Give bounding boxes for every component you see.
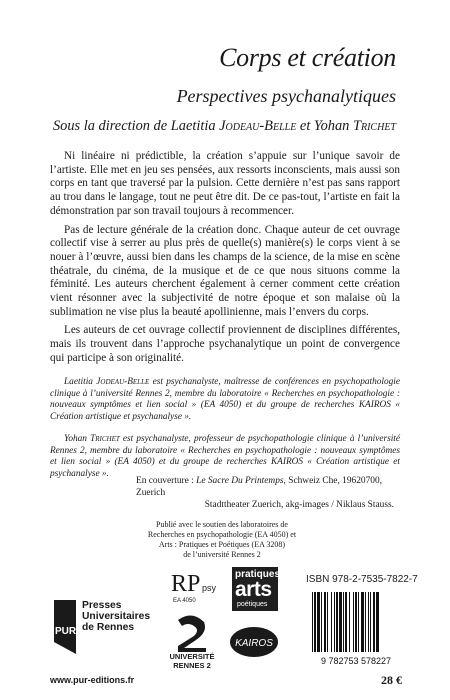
publisher-name — [82, 601, 150, 633]
author-bio-1-text — [50, 377, 400, 424]
support-line-1: Publié avec le soutien des laboratoires de — [156, 520, 288, 529]
price: 28 € — [381, 673, 402, 687]
book-title: Corps et création — [219, 43, 396, 72]
author-bio-2 — [50, 434, 400, 481]
publisher-url: www.pur-editions.fr — [50, 675, 135, 685]
svg-text:psy: psy — [202, 583, 217, 593]
blurb-paragraph-2: Pas de lecture générale de la création donc. Chaque auteur de cet ouvrage collectif vise à serrer au plus près de quelle(s) manière(s) le corps vient à se nouer à l’œuvre, aussi bien dans les champs de la science, de la mise en scène théatrale, du cinéma, de la musique et de ce que nous situons comme la féminité. Les auteurs cherchent également à cerner comment cette création vient résonner avec la subjectivité de notre époque et son malaise où la sublimation ne vise plus la beauté apollinienne, mais l’envers du corps. — [50, 223, 400, 318]
support-notice — [142, 520, 302, 560]
rp-sub: EA 4050 — [173, 598, 196, 604]
editors-prefix: Sous la direction de Laetitia — [52, 118, 220, 134]
pa-line-3: poétiques — [237, 601, 268, 608]
cover-credit-line-2: Stadttheater Zuerich, akg-images / Niklaus Stauss. — [204, 499, 394, 510]
author-bio-1 — [50, 377, 400, 424]
support-line-4: de l’université Rennes 2 — [183, 550, 261, 559]
blurb — [50, 150, 400, 366]
cover-credit — [136, 476, 400, 511]
publisher-line-2: Universitaires — [82, 610, 151, 622]
support-line-2: Recherches en psychopathologie (EA 4050) et — [147, 530, 297, 539]
book-subtitle: Perspectives psychanalytiques — [176, 86, 396, 106]
rennes2-text — [166, 652, 218, 670]
editor2-lastname: Trichet — [352, 118, 396, 134]
barcode-digits: 9 782753 578227 — [320, 656, 392, 666]
pratiques-arts-logo — [232, 567, 281, 611]
svg-text:PUR: PUR — [55, 626, 77, 637]
editors-conj: et Yohan — [296, 118, 353, 134]
bio1-firstname: Laetitia — [64, 377, 97, 387]
bio2-firstname: Yohan — [64, 434, 91, 444]
author-bio-2-text — [50, 434, 400, 481]
blurb-paragraph-1: Ni linéaire ni prédictible, la création s’appuie sur l’unique savoir de l’artiste. Elle met en jeu ses pensées, aux ressorts inconscients, mais aussi son corps en tant que traversé par la pulsion. Cette dernière n’est pas sans rapport au trou dans le langage, tout ne peut être dit. De ce pas-tout, l’artiste en fait la démonstration par son travail toujours à recommencer. — [50, 150, 400, 217]
pa-line-1: pratiques — [235, 569, 281, 580]
pa-line-2: arts — [235, 578, 272, 601]
univ-line-1: UNIVERSITÉ — [169, 652, 215, 661]
bio1-text: est psychanalyste, maîtresse de conférences en psychopathologie clinique à l’université Rennes 2, membre du laboratoire « Recherches en psychopathologie : nouveaux symptômes et lien social » (EA 4050) et du groupe de recherches KAIROS « Création artistique et psychanalyse ». — [50, 377, 400, 423]
publisher-line-3: de Rennes — [82, 621, 135, 633]
barcode-icon — [308, 590, 404, 666]
cover-work: Le Sacre Du Printemps — [196, 476, 284, 486]
univ-line-2: RENNES 2 — [173, 661, 211, 670]
blurb-paragraph-3: Les auteurs de cet ouvrage collectif proviennent de disciplines différentes, mais ils trouvent dans l’approche psychanalytique un point de convergence qui participe à son originalité. — [50, 324, 400, 364]
bio1-lastname: Jodeau-Belle — [96, 377, 150, 387]
bio2-lastname: Trichet — [90, 434, 120, 444]
svg-text:RP: RP — [171, 571, 201, 597]
editors-line — [53, 117, 396, 135]
rp-psy-logo-icon — [170, 567, 220, 607]
cover-credit-line-1 — [136, 476, 400, 500]
support-line-3: Arts : Pratiques et Poétiques (EA 3208) — [158, 540, 286, 549]
bio2-text: est psychanalyste, professeur de psychopathologie clinique à l’université Rennes 2, membre du laboratoire « Recherches en psychopathologie : nouveaux symptômes et lien social » (EA 4050) et du groupe de recherches KAIROS « Création artistique et psychanalyse ». — [50, 434, 400, 480]
isbn: ISBN 978-2-7535-7822-7 — [306, 574, 418, 585]
cover-rest: , Schweiz Che, 19620700, Zuerich — [136, 476, 382, 498]
kairos-label: KAIROS — [235, 638, 273, 649]
rennes2-logo-icon — [168, 614, 216, 680]
publisher-line-1: Presses — [82, 600, 122, 611]
editor1-lastname: Jodeau-Belle — [219, 118, 297, 134]
cover-prefix: En couverture : — [136, 476, 197, 486]
kairos-logo-icon — [228, 622, 280, 662]
